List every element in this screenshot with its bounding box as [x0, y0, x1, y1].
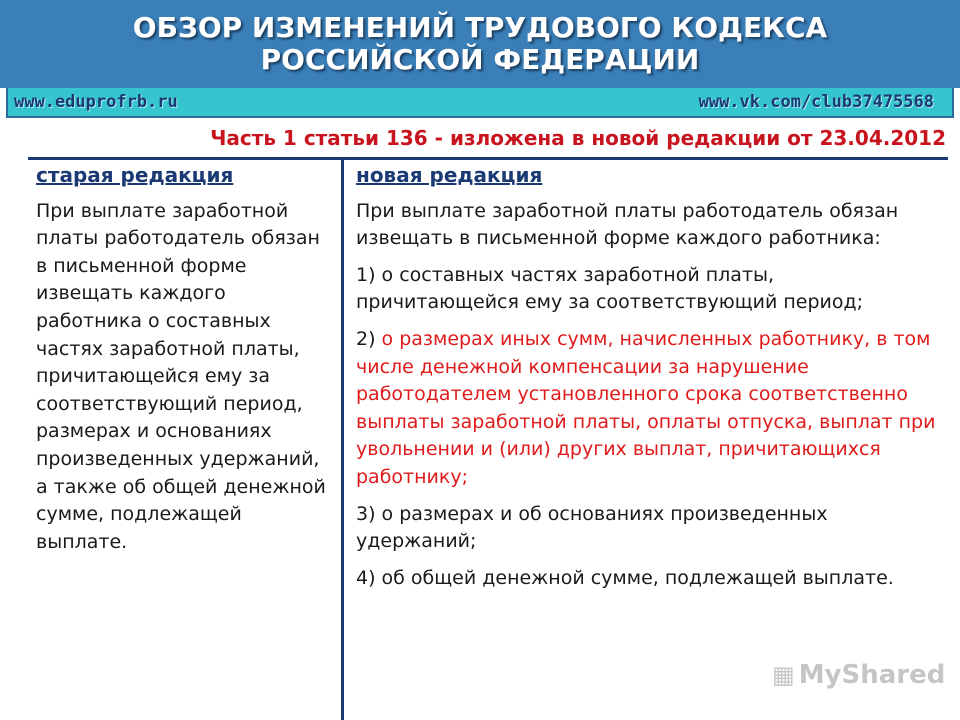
- new-edition-item-1: 1) о составных частях заработной платы, причитающейся ему за соответствующий период;: [356, 263, 864, 314]
- horizontal-divider: [28, 157, 948, 160]
- link-eduprofrb[interactable]: www.eduprofrb.ru: [14, 92, 178, 112]
- link-vk-club[interactable]: www.vk.com/club37475568: [698, 92, 934, 112]
- watermark-text: MyShared: [798, 660, 946, 690]
- old-edition-text: При выплате заработной платы работодатель обязан в письменной форме извещать каждого работника о составных частях заработной платы, причитающейся ему за соответствующий период, размерах и основаниях произведенных удержаний, а также об общей денежной сумме, подлежащей выплате.: [36, 199, 326, 553]
- item-2-highlighted-text: о размерах иных сумм, начисленных работнику, в том числе денежной компенсации за нарушение работодателем установленного срока соответственно выплаты заработной платы, оплаты отпуска, выплат при увольнении и (или) других выплат, причитающихся работнику;: [356, 327, 936, 488]
- title-line-2: РОССИЙСКОЙ ФЕДЕРАЦИИ: [260, 43, 700, 76]
- vertical-divider: [341, 157, 344, 720]
- new-edition-intro: При выплате заработной платы работодатель обязан извещать в письменной форме каждого работника:: [356, 199, 899, 250]
- watermark: [772, 660, 945, 690]
- link-bar: [6, 88, 954, 118]
- old-edition-column: [36, 162, 332, 565]
- new-edition-item-3: 3) о размерах и об основаниях произведенных удержаний;: [356, 502, 828, 553]
- item-2-number: 2): [356, 327, 382, 350]
- new-edition-item-4: 4) об общей денежной сумме, подлежащей выплате.: [356, 566, 894, 589]
- header-banner: [0, 0, 960, 88]
- new-edition-heading: новая редакция: [356, 163, 543, 187]
- old-edition-heading: старая редакция: [36, 163, 234, 187]
- slide-subtitle: Часть 1 статьи 136 - изложена в новой редакции от 23.04.2012: [210, 126, 946, 150]
- new-edition-item-2: [356, 326, 936, 492]
- watermark-icon: ▦: [772, 661, 795, 689]
- title-line-1: ОБЗОР ИЗМЕНЕНИЙ ТРУДОВОГО КОДЕКСА: [132, 11, 828, 44]
- new-edition-column: [356, 162, 936, 601]
